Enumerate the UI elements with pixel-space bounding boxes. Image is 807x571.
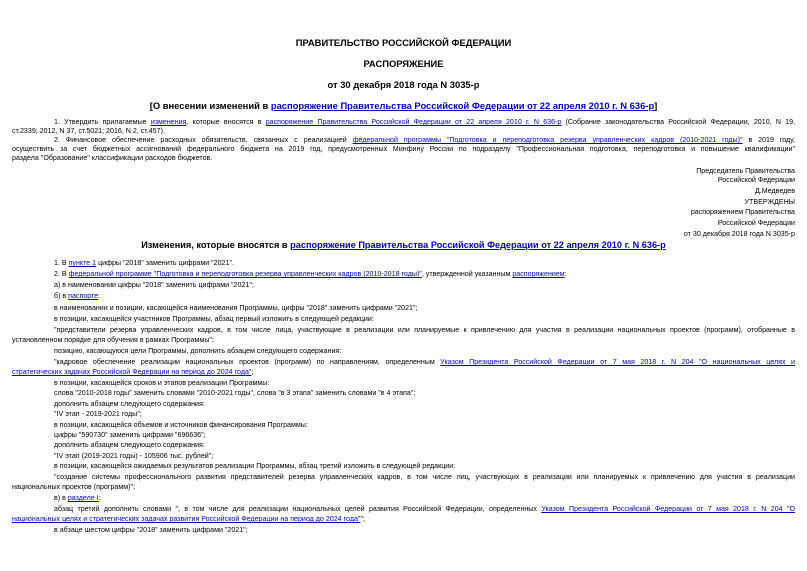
para2-text: в 2019 году, (742, 136, 795, 144)
link-federal-program[interactable]: федеральной программы "Подготовка и переподготовка резерва управленческих кадров (2010-2021 годы)" (352, 136, 743, 144)
signature-name: Д.Медведев (754, 187, 795, 195)
link-ukaz-204[interactable]: Указом Президента Российской Федерации от 7 мая 2018 г. N 204 "О национальных целях и (440, 358, 796, 366)
line-kadrovoe-1 (12, 358, 795, 368)
doc-title (0, 100, 807, 111)
item-2-mid: , утвержденной указанным (421, 270, 513, 278)
line-abzac-text: абзац третий дополнить словами ", в том числе для реализации национальных целей развития Российской Федерации, определенных (54, 505, 542, 513)
link-ukaz-204-b-cont[interactable]: национальных целях и стратегических задачах развития Российской Федерации на период до 2024 года" (12, 515, 361, 523)
item-1-post: цифры "2018" заменить цифрами "2021". (96, 259, 234, 267)
para1-text: , которые вносятся в (186, 118, 266, 126)
line-kadrovoe-text: "кадровое обеспечение реализации национальных проектов (программ) по направлениям, определенным (54, 358, 441, 366)
link-izmeneniya[interactable]: изменения (150, 118, 187, 126)
line-kadrovoe-2 (12, 368, 253, 378)
doc-type-heading: РАСПОРЯЖЕНИЕ (363, 58, 444, 69)
signature-position: Председатель Правительства (696, 167, 795, 175)
signature-country: Российской Федерации (717, 176, 795, 184)
line-obemy: в позиции, касающейся объемов и источников финансирования Программы: (54, 421, 308, 429)
item-v (54, 494, 101, 504)
item-2-pre: 2. В (54, 270, 69, 278)
line-sozdanie-2: национальных проектов (программ)"; (12, 483, 135, 491)
item-v-post: : (98, 494, 101, 502)
line-sroki: в позиции, касающейся сроков и этапов реализации Программы: (54, 379, 270, 387)
doc-title-link[interactable]: распоряжение Правительства Российской Федерации от 22 апреля 2010 г. N 636-р (270, 100, 655, 111)
line-dopolnit-1: дополнить абзацем следующего содержания: (54, 400, 205, 408)
line-uchastniki: в позиции, касающейся участников Программы, абзац первый изложить в следующей редакции: (54, 315, 374, 323)
changes-title (0, 240, 807, 250)
link-rasporyazheniem[interactable]: распоряжением (512, 270, 565, 278)
item-2-post: : (564, 270, 567, 278)
changes-title-link[interactable]: распоряжение Правительства Российской Федерации от 22 апреля 2010 г. N 636-р (290, 240, 666, 250)
approval-line2: распоряжением Правительства (690, 208, 795, 216)
line-cel: позицию, касающуюся цели Программы, дополнить абзацем следующего содержания: (54, 347, 342, 355)
line-predstaviteli-1: "представители резерва управленческих кадров, в том числе лица, участвующие в реализации или планируемые к привлечению для участия в реализации национальных проектов (программ), отобранные в (54, 326, 795, 334)
doc-title-pre: [О внесении изменений в (149, 100, 271, 111)
line-sozdanie-1: "создание системы профессионального развития представителей резерва управленческих кадров, в том числе лиц, участвующих в реализации или планируемых к привлечению для участия в реализации (54, 473, 795, 481)
line-rezultaty: в позиции, касающейся ожидаемых результатов реализации Программы, абзац третий изложить в следующей редакции: (54, 462, 456, 470)
para1-text: 1. Утвердить прилагаемые (54, 118, 151, 126)
line-naimenovanie: в наименовании и позиции, касающейся наименования Программы, цифры "2018" заменить цифрами "2021"; (54, 304, 418, 312)
line-cifry-590730: цифры "590730" заменить цифрами "696636"; (54, 431, 206, 439)
line-abzac-tretii-2 (12, 515, 365, 525)
item-v-pre: в) в (54, 494, 68, 502)
item-2 (54, 270, 567, 280)
link-ukaz-204-b[interactable]: Указом Президента Российской Федерации от 7 мая 2018 г. N 204 "О (541, 505, 795, 513)
line-abzac-shestoi: в абзаце шестом цифры "2018" заменить цифрами "2021"; (54, 526, 248, 534)
link-ukaz-204-cont[interactable]: стратегических задачах Российской Федерации на период до 2024 года" (12, 368, 252, 376)
line-abzac-end: "; (360, 515, 365, 523)
para2-line3: раздела "Образование" классификации расходов бюджетов. (12, 154, 213, 162)
item-b-pre: б) в (54, 292, 69, 300)
link-federal-program-2018[interactable]: федеральной программе "Подготовка и переподготовка резерва управленческих кадров (2010-2018 годы)" (68, 270, 422, 278)
date-number-heading: от 30 декабря 2018 года N 3035-р (327, 79, 480, 90)
approval-date: от 30 декабря 2018 года N 3035-р (683, 230, 795, 238)
line-abzac-tretii-1 (12, 505, 795, 515)
para1-line2: ст.2339; 2012, N 37, ст.5021; 2016, N 2, ст.457). (12, 127, 165, 135)
item-a: а) в наименовании цифры "2018" заменить цифрами "2021"; (54, 281, 254, 289)
item-b-post: : (98, 292, 101, 300)
item-1 (54, 259, 234, 269)
changes-title-pre: Изменения, которые вносятся в (141, 240, 291, 250)
item-b (54, 292, 100, 302)
link-razdel-1[interactable]: разделе I (67, 494, 99, 502)
line-iv-etap: "IV этап - 2019-2021 годы"; (54, 410, 142, 418)
line-dopolnit-2: дополнить абзацем следующего содержания: (54, 441, 205, 449)
line-slova-2010: слова "2010-2018 годы" заменить словами "2010-2021 годы", слова "в 3 этапа" заменить словами "в 4 этапа"; (54, 389, 416, 397)
approval-label: УТВЕРЖДЕНЫ (744, 198, 795, 206)
link-punkt-1[interactable]: пункте 1 (68, 259, 97, 267)
line-iv-etap-finance: "IV этап (2019-2021 годы) - 105906 тыс. рублей"; (54, 452, 214, 460)
line-kadrovoe-end: ; (251, 368, 254, 376)
link-rasporyazhenie-636[interactable]: распоряжение Правительства Российской Федерации от 22 апреля 2010 г. N 636-р (265, 118, 562, 126)
doc-title-post: ] (654, 100, 658, 111)
line-predstaviteli-2: установленном порядке для обучения в рамках Программы"; (12, 336, 214, 344)
para1-text: (Собрание законодательства Российской Федерации, 2010, N 19, (561, 118, 796, 126)
para2-line2: осуществить за счет бюджетных ассигнований федерального бюджета на 2019 год, предусмотренных Минфину России по подразделу "Профессиональная подготовка, переподготовка и повышение квалификации" (12, 145, 795, 153)
link-pasport[interactable]: паспорте (68, 292, 99, 300)
item-1-pre: 1. В (54, 259, 69, 267)
approval-line3: Российской Федерации (717, 219, 795, 227)
org-heading: ПРАВИТЕЛЬСТВО РОССИЙСКОЙ ФЕДЕРАЦИИ (295, 37, 512, 48)
para2-text: 2. Финансовое обеспечение расходных обязательств, связанных с реализацией (54, 136, 353, 144)
